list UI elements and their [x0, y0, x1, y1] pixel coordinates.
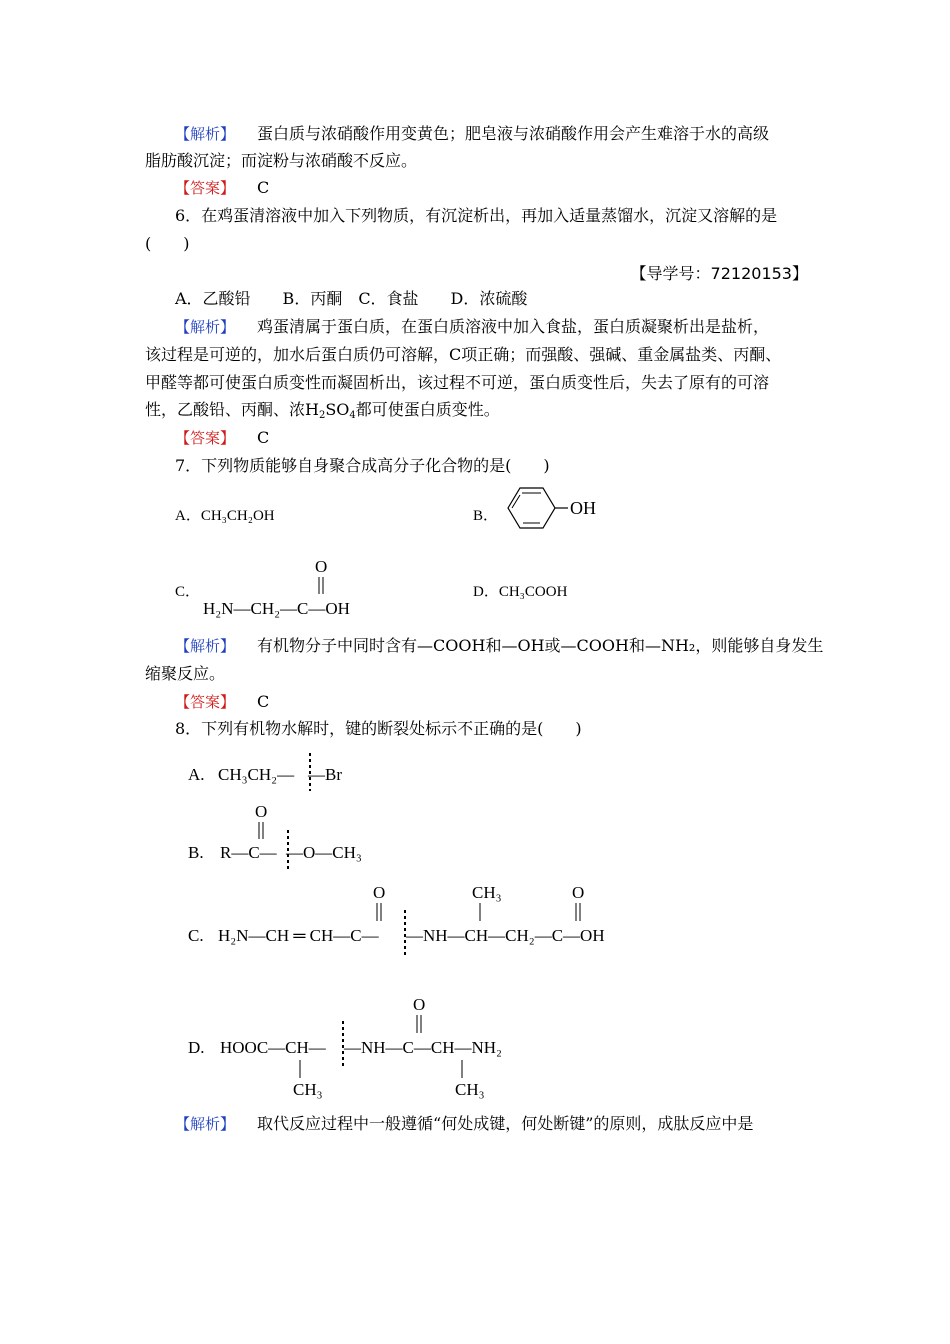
- text-fragment: 都可使蛋白质变性。: [355, 400, 500, 419]
- option-b-label: B．: [473, 508, 499, 524]
- option-b-right: —O—CH₃: [286, 843, 362, 862]
- q8-structures: [180, 745, 680, 1105]
- question-stem: 8．下列有机物水解时，键的断裂处标示不正确的是( ): [175, 719, 582, 738]
- option-c-right: —NH—CH—CH₂—C—OH: [406, 926, 605, 945]
- option-c-label: C．: [175, 584, 201, 600]
- hydroxyl-label: OH: [570, 498, 596, 518]
- question-options: A．乙酸铅 B．丙酮 C．食盐 D．浓硫酸: [175, 289, 528, 308]
- analysis-tag: 【解析】: [175, 125, 236, 143]
- text-fragment: SO: [325, 400, 350, 419]
- methyl-label: CH₃: [293, 1080, 323, 1099]
- text-line: 取代反应过程中一般遵循“何处成键，何处断键”的原则，成肽反应中是: [257, 1114, 754, 1133]
- text-line: 缩聚反应。: [145, 664, 226, 683]
- option-c-label: C.: [188, 926, 204, 945]
- analysis-paragraph: [175, 1113, 753, 1135]
- analysis-paragraph: [175, 316, 769, 338]
- text-line: 鸡蛋清属于蛋白质，在蛋白质溶液中加入食盐，蛋白质凝聚析出是盐析，: [257, 317, 770, 336]
- oxygen-label: O: [315, 557, 328, 576]
- analysis-tag: 【解析】: [175, 318, 236, 336]
- subscript: 4: [349, 410, 356, 421]
- option-a-left: CH₃CH₂—: [218, 765, 295, 784]
- option-c-left: H₂N—CH ═ CH—C—: [218, 926, 379, 945]
- option-d-left: HOOC—CH—: [220, 1038, 326, 1057]
- text-line: 有机物分子中同时含有—COOH和—OH或—COOH和—NH₂，则能够自身发生: [257, 636, 824, 655]
- option-b-left: R—C—: [220, 843, 277, 862]
- double-bond: [512, 495, 520, 508]
- answer-line: [175, 427, 269, 449]
- glycine-chain: H₂N—CH₂—C—OH: [203, 599, 350, 618]
- analysis-tag: 【解析】: [175, 637, 236, 655]
- text-line: 甲醛等都可使蛋白质变性而凝固析出，该过程不可逆，蛋白质变性后，失去了原有的可溶: [145, 373, 770, 392]
- methyl-label: CH₃: [455, 1080, 485, 1099]
- oxygen-label: O: [572, 883, 585, 902]
- answer-tag: 【答案】: [175, 693, 236, 711]
- benzene-ring: [508, 488, 555, 528]
- text-fragment: 性，乙酸铅、丙酮、浓H: [145, 400, 319, 419]
- oxygen-label: O: [373, 883, 386, 902]
- oxygen-label: O: [413, 995, 426, 1014]
- glycine-structure: [200, 552, 400, 622]
- text-line: 该过程是可逆的，加水后蛋白质仍可溶解，C项正确；而强酸、强碱、重金属盐类、丙酮、: [145, 345, 782, 364]
- question-stem: 7．下列物质能够自身聚合成高分子化合物的是( ): [175, 456, 550, 475]
- oxygen-label: O: [255, 802, 268, 821]
- phenol-structure: [500, 484, 610, 534]
- answer-line: [175, 691, 269, 713]
- option-a: A．CH₃CH₂OH: [175, 508, 275, 524]
- subscript: 2: [318, 410, 326, 421]
- question-stem: 6．在鸡蛋清溶液中加入下列物质，有沉淀析出，再加入适量蒸馏水，沉淀又溶解的是: [175, 206, 778, 225]
- answer-value: C: [257, 428, 270, 447]
- answer-value: C: [257, 178, 270, 197]
- option-a-label: A.: [188, 765, 205, 784]
- answer-blank: ( ): [145, 234, 190, 253]
- analysis-tag: 【解析】: [175, 1115, 236, 1133]
- analysis-paragraph: [175, 123, 769, 145]
- answer-value: C: [257, 692, 270, 711]
- methyl-label: CH₃: [472, 883, 502, 902]
- option-b-label: B.: [188, 843, 204, 862]
- text-line: 蛋白质与浓硝酸作用变黄色；肥皂液与浓硝酸作用会产生难溶于水的高级: [257, 124, 770, 143]
- answer-tag: 【答案】: [175, 179, 236, 197]
- text-line: 脂肪酸沉淀；而淀粉与浓硝酸不反应。: [145, 151, 418, 170]
- answer-line: [175, 177, 269, 199]
- answer-tag: 【答案】: [175, 429, 236, 447]
- text-line: [145, 399, 500, 427]
- option-a-right: —Br: [308, 765, 342, 784]
- option-d-right: —NH—C—CH—NH₂: [344, 1038, 502, 1057]
- option-d: D．CH₃COOH: [473, 584, 568, 600]
- option-d-label: D.: [188, 1038, 205, 1057]
- guide-number: 【导学号：72120153】: [630, 264, 808, 283]
- analysis-paragraph: [175, 635, 823, 657]
